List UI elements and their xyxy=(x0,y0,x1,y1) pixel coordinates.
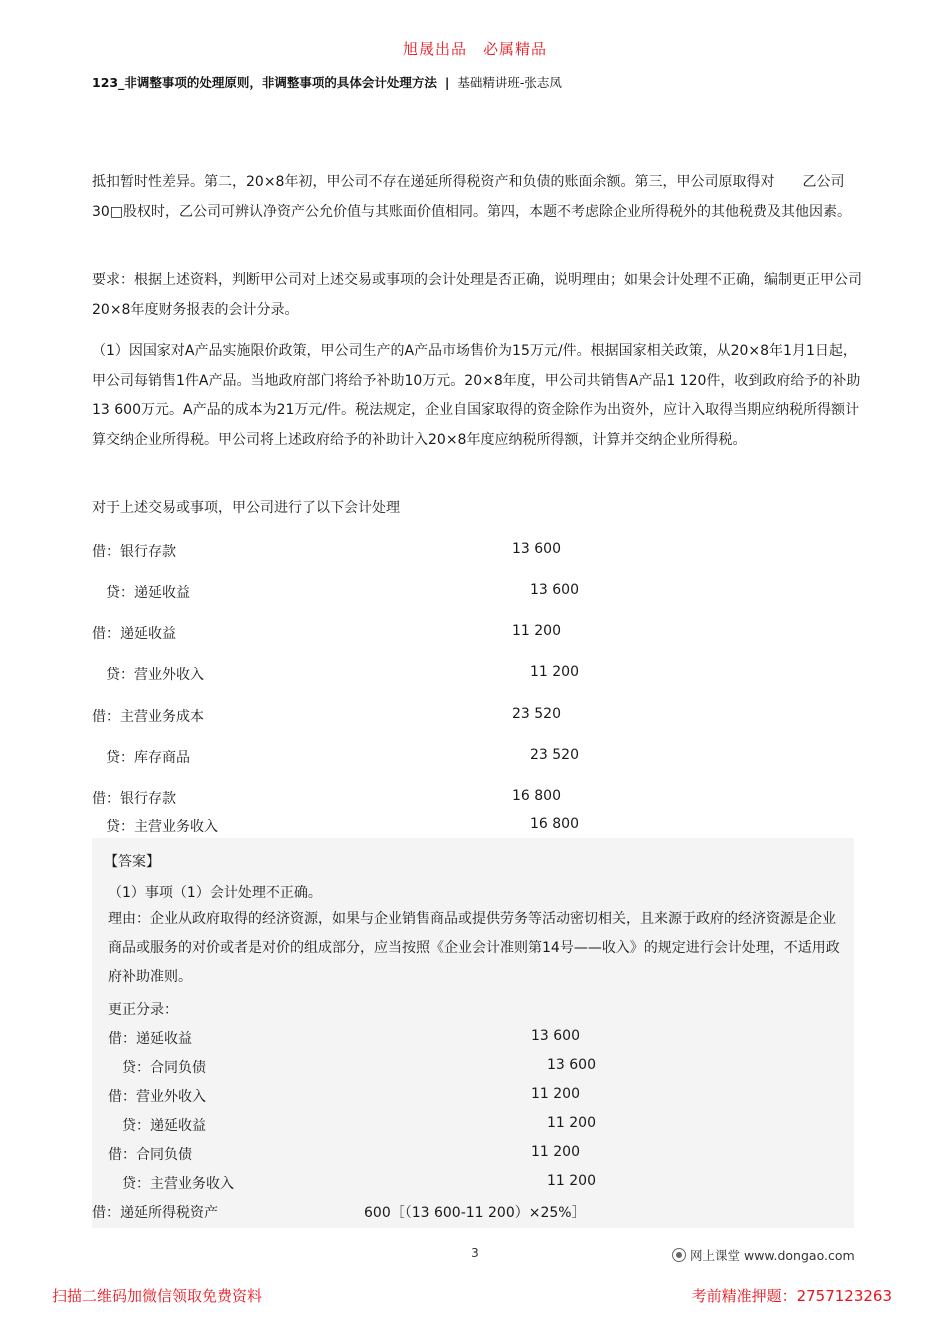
entry-label: 贷：递延收益 xyxy=(92,585,190,601)
doc-header xyxy=(92,73,562,91)
entry-amount: 11 200 xyxy=(530,664,579,680)
correction-entry-label: 贷：主营业务收入 xyxy=(108,1176,234,1192)
correction-entry-amount: 11 200 xyxy=(547,1115,596,1131)
correction-label: 更正分录： xyxy=(108,1002,178,1018)
answer-point: （1）事项（1）会计处理不正确。 xyxy=(108,885,322,901)
footer-site[interactable] xyxy=(672,1246,855,1264)
correction-entry-label: 借：合同负债 xyxy=(108,1147,192,1163)
entry-amount: 23 520 xyxy=(512,706,561,722)
doc-title: 123_非调整事项的处理原则，非调整事项的具体会计处理方法 xyxy=(92,75,437,90)
answer-reason: 理由：企业从政府取得的经济资源，如果与企业销售商品或提供劳务等活动密切相关，且来源于政府的经济资源是企业商品或服务的对价或者是对价的组成部分，应当按照《企业会计准则第14号——收入》的规定进行会计处理，不适用政府补助准则。 xyxy=(108,911,840,985)
answer-heading: 【答案】 xyxy=(104,854,160,870)
entry-amount: 13 600 xyxy=(530,582,579,598)
entry-amount: 23 520 xyxy=(530,747,579,763)
deferred-tax-entry-amount: 600［（13 600-11 200）×25%］ xyxy=(364,1205,586,1221)
correction-entry-amount: 11 200 xyxy=(531,1144,580,1160)
entry-label: 借：主营业务成本 xyxy=(92,709,204,725)
entry-label: 借：银行存款 xyxy=(92,544,176,560)
entry-amount: 11 200 xyxy=(512,623,561,639)
page-number: 3 xyxy=(471,1246,479,1260)
correction-entry-label: 贷：递延收益 xyxy=(108,1118,206,1134)
header-separator: | xyxy=(444,75,450,90)
course-name: 基础精讲班-张志凤 xyxy=(457,75,562,90)
footer-site-text: 网上课堂 www.dongao.com xyxy=(690,1248,855,1263)
paragraph-intro-entries: 对于上述交易或事项，甲公司进行了以下会计处理 xyxy=(92,500,400,516)
correction-entry-amount: 11 200 xyxy=(531,1086,580,1102)
paragraph-requirement: 要求：根据上述资料，判断甲公司对上述交易或事项的会计处理是否正确，说明理由；如果会计处理不正确，编制更正甲公司20×8年度财务报表的会计分录。 xyxy=(92,272,862,318)
footer-left-promo: 扫描二维码加微信领取免费资料 xyxy=(52,1287,263,1305)
top-banner: 旭晟出品 必属精品 xyxy=(402,40,547,58)
paragraph-assumptions: 抵扣暂时性差异。第二，20×8年初，甲公司不存在递延所得税资产和负债的账面余额。第三，甲公司原取得对 乙公司30□股权时，乙公司可辨认净资产公允价值与其账面价值相同。第四，本题不考虑除企业所得税外的其他税费及其他因素。 xyxy=(92,174,852,220)
entry-label: 贷：主营业务收入 xyxy=(92,819,218,835)
dongao-logo-icon xyxy=(672,1248,686,1262)
correction-entry-label: 借：递延收益 xyxy=(108,1031,192,1047)
entry-amount: 16 800 xyxy=(530,816,579,832)
correction-entry-amount: 11 200 xyxy=(547,1173,596,1189)
correction-entry-label: 贷：合同负债 xyxy=(108,1060,206,1076)
entry-amount: 13 600 xyxy=(512,541,561,557)
footer-right-promo: 考前精准押题：2757123263 xyxy=(691,1287,892,1305)
entry-label: 借：递延收益 xyxy=(92,626,176,642)
paragraph-item-1: （1）因国家对A产品实施限价政策，甲公司生产的A产品市场售价为15万元/件。根据国家相关政策，从20×8年1月1日起，甲公司每销售1件A产品。当地政府部门将给予补助10万元。20×8年度，甲公司共销售A产品1 120件，收到政府给予的补助13 600万元。A产品的成本为21万元/件。税法规定，企业自国家取得的资金除作为出资外，应计入取得当期应纳税所得额计算交纳企业所得税。甲公司将上述政府给予的补助计入20×8年度应纳税所得额，计算并交纳企业所得税。 xyxy=(92,343,861,448)
correction-entry-amount: 13 600 xyxy=(531,1028,580,1044)
entry-label: 贷：营业外收入 xyxy=(92,667,204,683)
entry-label: 借：银行存款 xyxy=(92,791,176,807)
entry-amount: 16 800 xyxy=(512,788,561,804)
entry-label: 贷：库存商品 xyxy=(92,750,190,766)
deferred-tax-entry-label: 借：递延所得税资产 xyxy=(92,1205,218,1221)
correction-entry-label: 借：营业外收入 xyxy=(108,1089,206,1105)
correction-entry-amount: 13 600 xyxy=(547,1057,596,1073)
